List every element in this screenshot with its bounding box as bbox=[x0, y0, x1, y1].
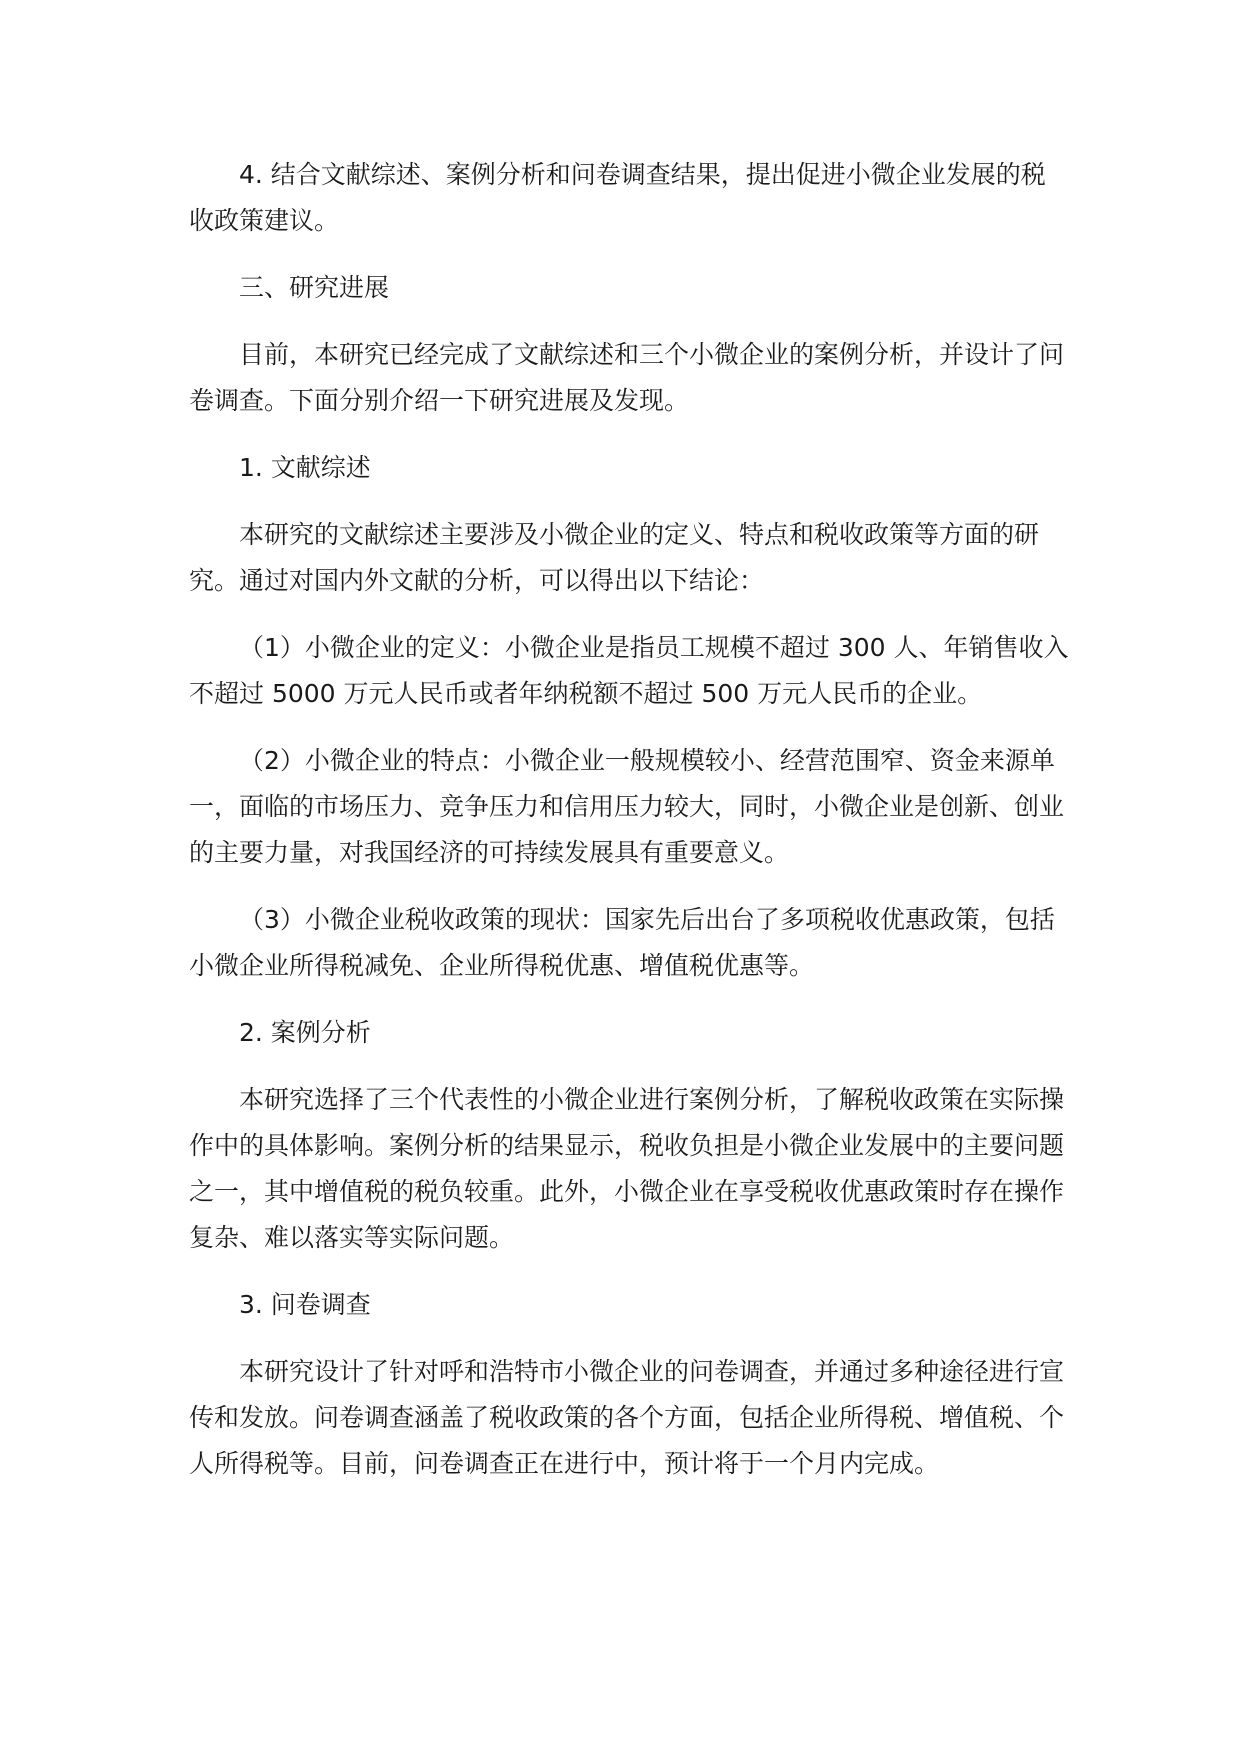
subheading-case-analysis: 2. 案例分析 bbox=[239, 1018, 371, 1047]
document-page bbox=[189, 152, 1069, 1508]
paragraph-characteristics: （2）小微企业的特点：小微企业一般规模较小、经营范围窄、资金来源单一，面临的市场压力、竞争压力和信用压力较大，同时，小微企业是创新、创业的主要力量，对我国经济的可持续发展具有重要意义。 bbox=[189, 746, 1065, 867]
paragraph-definition: （1）小微企业的定义：小微企业是指员工规模不超过 300 人、年销售收入不超过 5000 万元人民币或者年纳税额不超过 500 万元人民币的企业。 bbox=[189, 633, 1069, 708]
paragraph-tax-policy-status: （3）小微企业税收政策的现状：国家先后出台了多项税收优惠政策，包括小微企业所得税减免、企业所得税优惠、增值税优惠等。 bbox=[189, 905, 1055, 980]
subheading-questionnaire: 3. 问卷调查 bbox=[239, 1290, 371, 1319]
section-heading-progress: 三、研究进展 bbox=[239, 273, 390, 302]
paragraph-literature-review: 本研究的文献综述主要涉及小微企业的定义、特点和税收政策等方面的研究。通过对国内外文献的分析，可以得出以下结论： bbox=[189, 520, 1040, 595]
paragraph-case-analysis: 本研究选择了三个代表性的小微企业进行案例分析，了解税收政策在实际操作中的具体影响。案例分析的结果显示，税收负担是小微企业发展中的主要问题之一，其中增值税的税负较重。此外，小微企业在享受税收优惠政策时存在操作复杂、难以落实等实际问题。 bbox=[189, 1085, 1065, 1252]
paragraph-questionnaire: 本研究设计了针对呼和浩特市小微企业的问卷调查，并通过多种途径进行宣传和发放。问卷调查涵盖了税收政策的各个方面，包括企业所得税、增值税、个人所得税等。目前，问卷调查正在进行中，预计将于一个月内完成。 bbox=[189, 1357, 1065, 1478]
paragraph-progress-intro: 目前，本研究已经完成了文献综述和三个小微企业的案例分析，并设计了问卷调查。下面分别介绍一下研究进展及发现。 bbox=[189, 340, 1065, 415]
subheading-literature-review: 1. 文献综述 bbox=[239, 453, 371, 482]
paragraph-policy-suggestion: 4. 结合文献综述、案例分析和问卷调查结果，提出促进小微企业发展的税收政策建议。 bbox=[189, 160, 1046, 235]
